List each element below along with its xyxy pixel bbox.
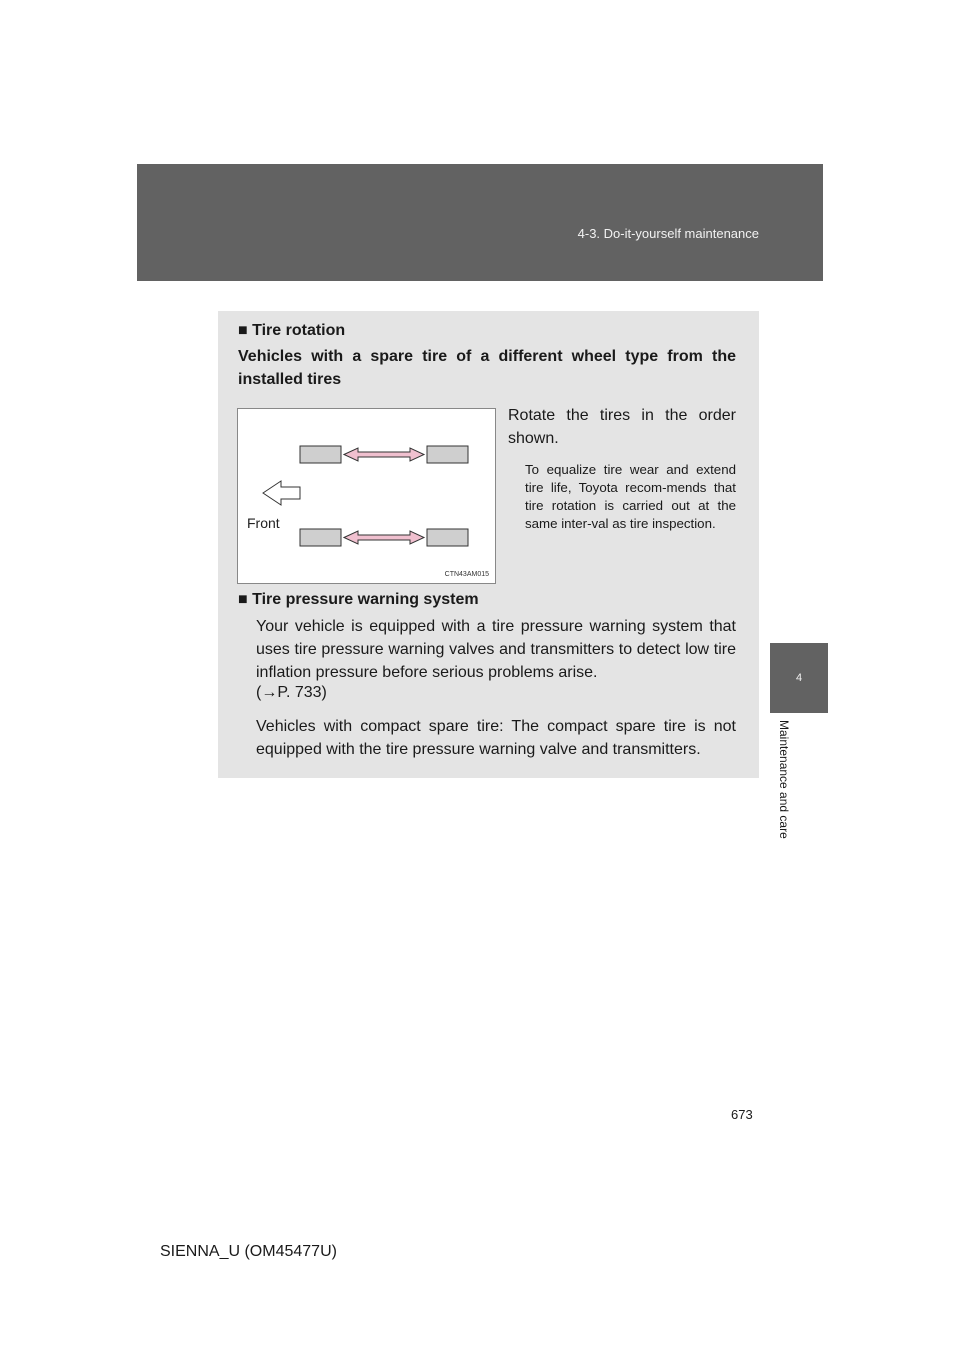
section-title: 4-3. Do-it-yourself maintenance [577, 226, 759, 241]
figure-code: CTN43AM015 [444, 571, 489, 578]
tpws-paragraph-1: Your vehicle is equipped with a tire pressure warning system that uses tire pressure warning valves and transmitters to detect low tire inflation pressure before serious problems arise. [256, 618, 736, 681]
chapter-name: Maintenance and care [777, 720, 791, 839]
tpws-paragraph-2: Vehicles with compact spare tire: The compact spare tire is not equipped with the tire pressure warning valve and transmitters. [256, 718, 736, 758]
chapter-tab[interactable]: 4 [770, 643, 828, 713]
tire-rotation-heading: ■ Tire rotation [238, 322, 346, 339]
tire-rotation-intro: Vehicles with a spare tire of a different wheel type from the installed tires [238, 348, 736, 388]
rotation-arrow-bottom [344, 531, 424, 544]
info-box [218, 311, 759, 778]
tire-front-right [300, 529, 341, 546]
page-reference-link[interactable]: (→P. 733) [256, 684, 327, 701]
tire-rotation-diagram [238, 409, 495, 583]
front-label: Front [247, 515, 280, 531]
tpws-heading: ■ Tire pressure warning system [238, 591, 479, 608]
rotation-note: To equalize tire wear and extend tire life, Toyota recom-mends that tire rotation is carried out at the same inter-val as tire inspection. [525, 462, 736, 531]
document-code: SIENNA_U (OM45477U) [160, 1243, 337, 1260]
rotation-instruction: Rotate the tires in the order shown. [508, 407, 736, 447]
tire-rotation-figure [237, 408, 496, 584]
rotation-arrow-top [344, 448, 424, 461]
front-direction-arrow [263, 481, 300, 505]
tire-rear-left [427, 446, 468, 463]
tire-front-left [300, 446, 341, 463]
header-band [137, 164, 823, 281]
tire-rear-right [427, 529, 468, 546]
page-number: 673 [731, 1107, 753, 1122]
